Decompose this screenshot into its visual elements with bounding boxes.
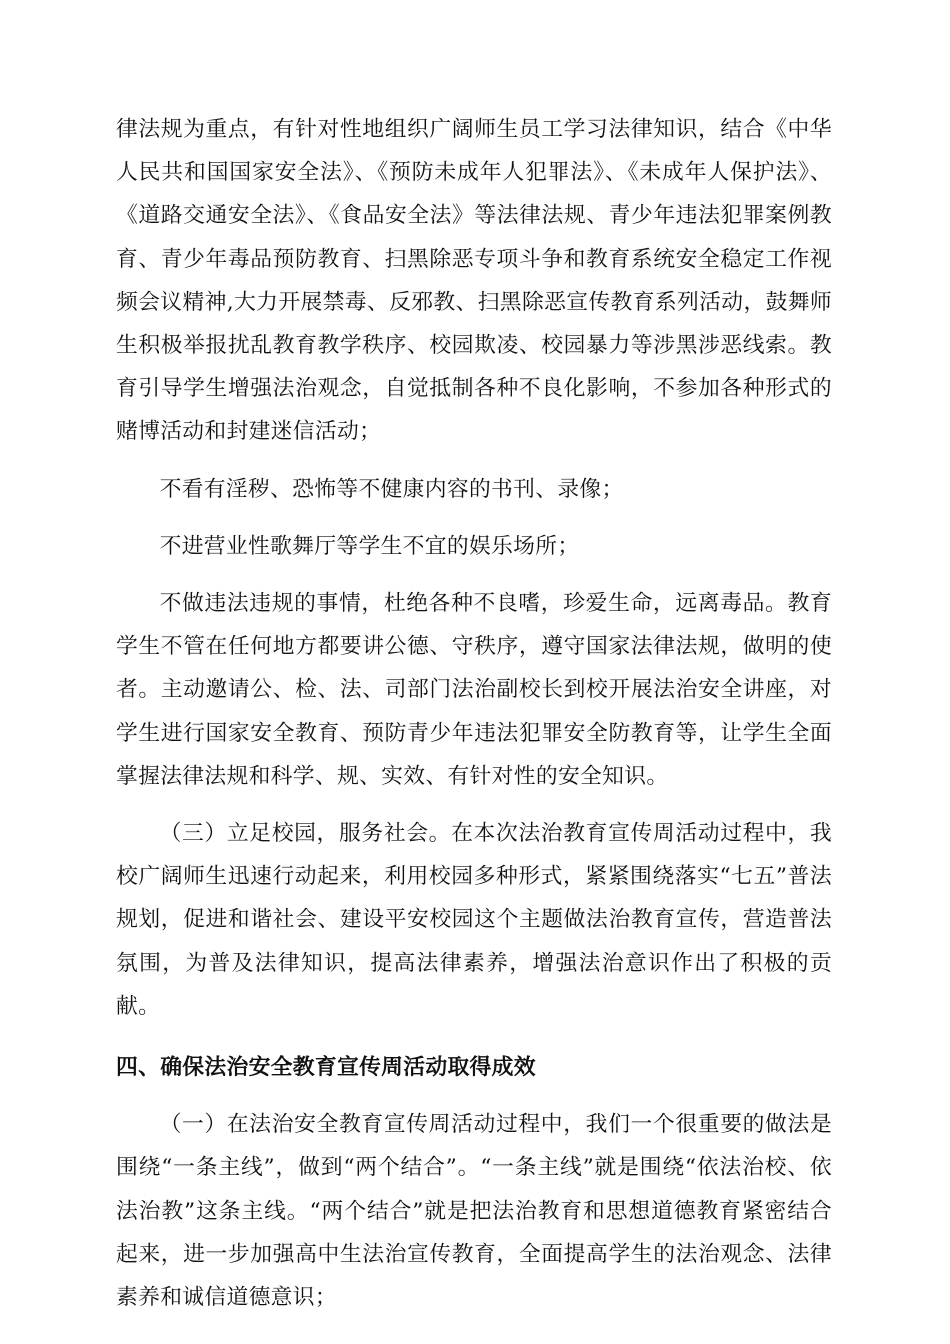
- paragraph-no-obscene-media: 不看有淫秽、恐怖等不健康内容的书刊、录像；: [159, 476, 624, 502]
- paragraph-main-line: （一）在法治安全教育宣传周活动过程中，我们一个很重要的做法是围绕“一条主线”，做到“两个结合”。“一条主线”就是围绕“依法治校、依法治教”这条主线。“两个结合”就是把法治教育和思想道德教育紧密结合起来，进一步加强高中生法治宣传教育，全面提高学生的法治观念、法律素养和诚信道德意识；: [116, 1112, 832, 1311]
- paragraph-legal-education: 律法规为重点，有针对性地组织广阔师生员工学习法律知识，结合《中华人民共和国国家安全法》、《预防未成年人犯罪法》、《未成年人保护法》、《道路交通安全法》、《食品安全法》等法律法规、青少年违法犯罪案例教育、青少年毒品预防教育、扫黑除恶专项斗争和教育系统安全稳定工作视频会议精神,大力开展禁毒、反邪教、扫黑除恶宣传教育系列活动，鼓舞师生积极举报扰乱教育教学秩序、校园欺凌、校园暴力等涉黑涉恶线索。教育引导学生增强法治观念，自觉抵制各种不良化影响，不参加各种形式的赌博活动和封建迷信活动；: [116, 117, 832, 445]
- document-page: [116, 108, 832, 1319]
- paragraph-no-illegal-acts: 不做违法违规的事情，杜绝各种不良嗜，珍爱生命，远离毒品。教育学生不管在任何地方都要讲公德、守秩序，遵守国家法律法规，做明的使者。主动邀请公、检、法、司部门法治副校长到校开展法治安全讲座，对学生进行国家安全教育、预防青少年违法犯罪安全防教育等，让学生全面掌握法律法规和科学、规、实效、有针对性的安全知识。: [116, 591, 832, 789]
- paragraph-no-entertainment-venues: 不进营业性歌舞厅等学生不宜的娱乐场所；: [159, 533, 580, 559]
- paragraph-campus-service: （三）立足校园，服务社会。在本次法治教育宣传周活动过程中，我校广阔师生迅速行动起来，利用校园多种形式，紧紧围绕落实“七五”普法规划，促进和谐社会、建设平安校园这个主题做法治教育宣传，营造普法氛围，为普及法律知识，提高法律素养，增强法治意识作出了积极的贡献。: [116, 821, 832, 1019]
- section-heading: 四、确保法治安全教育宣传周活动取得成效: [116, 1055, 536, 1081]
